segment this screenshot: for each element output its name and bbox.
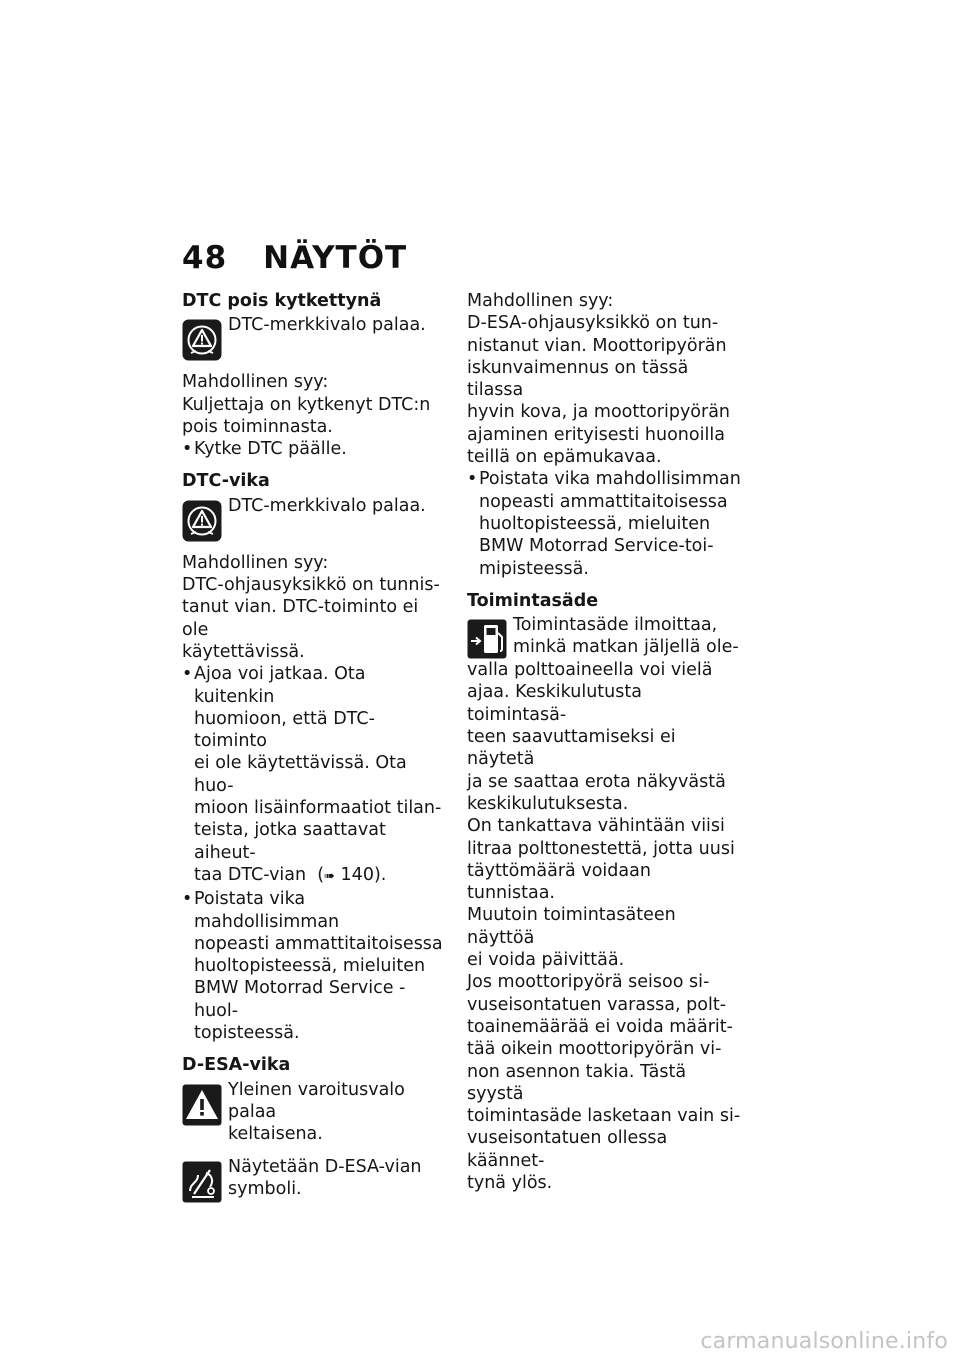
body-line: vuseisontatuen varassa, polt- [467,994,727,1015]
desa-symbol-text: symboli. [228,1178,302,1199]
body-line: ja se saattaa erota näkyvästä [467,771,726,792]
page-header [182,240,407,276]
body-line: tää oikein moottoripyörän vi- [467,1039,722,1060]
section-title-desa-fault: D-ESA-vika [182,1055,291,1076]
page-number: 48 [182,240,228,276]
dtc-off-indicator-text: DTC-merkkivalo palaa. [228,315,426,336]
dtc-fault-cause-line: käytettävissä. [182,641,305,662]
body-line: teen saavuttamiseksi ei näytetä [467,727,676,770]
body-line: litraa polttonestettä, jotta uusi [467,838,735,859]
bullet-text: taa DTC-vian [194,864,307,885]
bullet-line: huoltopisteessä, mieluiten [479,513,711,534]
dtc-off-action: • Kytke DTC päälle. [182,438,447,460]
bullet-line: nopeasti ammattitaitoisessa [194,933,443,954]
bullet-line: teista, jotka saattavat aiheut- [194,820,386,863]
bullet-line: • Poistata vika mahdollisimman [194,889,340,932]
range-body [467,659,742,1194]
dtc-off-indicator-row [182,314,447,361]
desa-fault-icon [182,1161,226,1203]
bullet-line: taa DTC-vian (➠ 140). [194,864,387,885]
body-line: vuseisontatuen ollessa käännet- [467,1128,668,1171]
section-title-range: Toimintasäde [467,590,599,611]
dtc-fault-indicator-row [182,495,447,542]
desa-cause-label: Mahdollinen syy: [467,291,614,311]
dtc-warning-icon [182,319,226,361]
dtc-off-cause-line: pois toiminnasta. [182,416,333,437]
dtc-fault-cause-line: DTC-ohjausyksikkö on tunnis- [182,575,440,596]
desa-cause-line: teillä on epämukavaa. [467,447,662,468]
dtc-off-cause-line: Kuljettaja on kytkenyt DTC:n [182,394,431,415]
dtc-fault-action-2 [182,888,447,1044]
body-line: Muutoin toimintasäteen näyttöä [467,905,676,948]
right-column [467,290,742,1194]
dtc-fault-cause-label: Mahdollinen syy: [182,552,329,573]
desa-cause-line: ajaminen erityisesti huonoilla [467,424,725,445]
bullet-line: • Poistata vika mahdollisimman [479,469,741,490]
bullet-line: huomioon, että DTC-toiminto [194,708,375,752]
body-line: valla polttoaineella voi vielä [467,660,713,681]
bullet-line: • Ajoa voi jatkaa. Ota kuitenkin [194,664,366,707]
desa-cause-line: iskunvaimennus on tässä tilassa [467,357,689,401]
chapter-title: NÄYTÖT [263,240,408,276]
bullet-line: mipisteessä. [479,558,589,579]
body-line: toainemäärää ei voida määrit- [467,1016,733,1037]
bullet-line: BMW Motorrad Service-toi- [479,536,714,557]
dtc-off-cause-label: Mahdollinen syy: [182,372,329,393]
bullet-line: mioon lisäinformaatiot tilan- [194,798,442,819]
dtc-fault-action-1 [182,663,447,888]
desa-cause-line: hyvin kova, ja moottoripyörän [467,402,731,423]
general-warning-icon [182,1084,226,1126]
bullet-line: ei ole käytettävissä. Ota huo- [194,753,407,796]
range-indicator-text: Toimintasäde ilmoittaa, [513,615,718,636]
dtc-fault-cause-line: tanut vian. DTC-toiminto ei ole [182,597,419,640]
section-title-dtc-fault: DTC-vika [182,471,270,492]
bullet-line: huoltopisteessä, mieluiten [194,956,426,977]
desa-general-warning-text: keltaisena. [228,1124,323,1145]
body-line: tynä ylös. [467,1172,553,1193]
watermark: carmanualsonline.info [700,1329,948,1354]
page-reference-arrow-icon: ➠ [324,868,335,884]
desa-action [467,468,742,579]
range-indicator-text: minkä matkan jäljellä ole- [513,637,739,658]
section-title-dtc-off: DTC pois kytkettynä [182,291,382,311]
desa-general-warning-row [182,1079,447,1146]
desa-cause-line: nistanut vian. Moottoripyörän [467,335,727,356]
desa-cause-line: D-ESA-ohjausyksikkö on tun- [467,313,719,334]
body-line: täyttömäärä voidaan tunnistaa. [467,860,651,904]
left-column [182,290,447,1203]
body-line: Jos moottoripyörä seisoo si- [467,972,710,993]
bullet-line: topisteessä. [194,1023,300,1044]
body-line: On tankattava vähintään viisi [467,816,725,837]
range-indicator-row [467,614,742,659]
bullet-line: BMW Motorrad Service -huol- [194,978,406,1021]
body-line: ajaa. Keskikulutusta toimintasä- [467,682,642,725]
desa-general-warning-text: Yleinen varoitusvalo palaa [228,1079,405,1122]
desa-symbol-text: Näytetään D-ESA-vian [228,1156,422,1177]
dtc-warning-icon [182,500,226,542]
body-line: ei voida päivittää. [467,950,625,971]
body-line: non asennon takia. Tästä syystä [467,1061,687,1104]
body-line: keskikulutuksesta. [467,793,629,814]
body-line: toimintasäde lasketaan vain si- [467,1106,741,1127]
fuel-range-icon [467,619,511,659]
desa-symbol-row [182,1156,447,1203]
dtc-fault-indicator-text: DTC-merkkivalo palaa. [228,495,426,516]
bullet-line: nopeasti ammattitaitoisessa [479,491,728,512]
page-reference[interactable]: 140). [340,864,387,885]
